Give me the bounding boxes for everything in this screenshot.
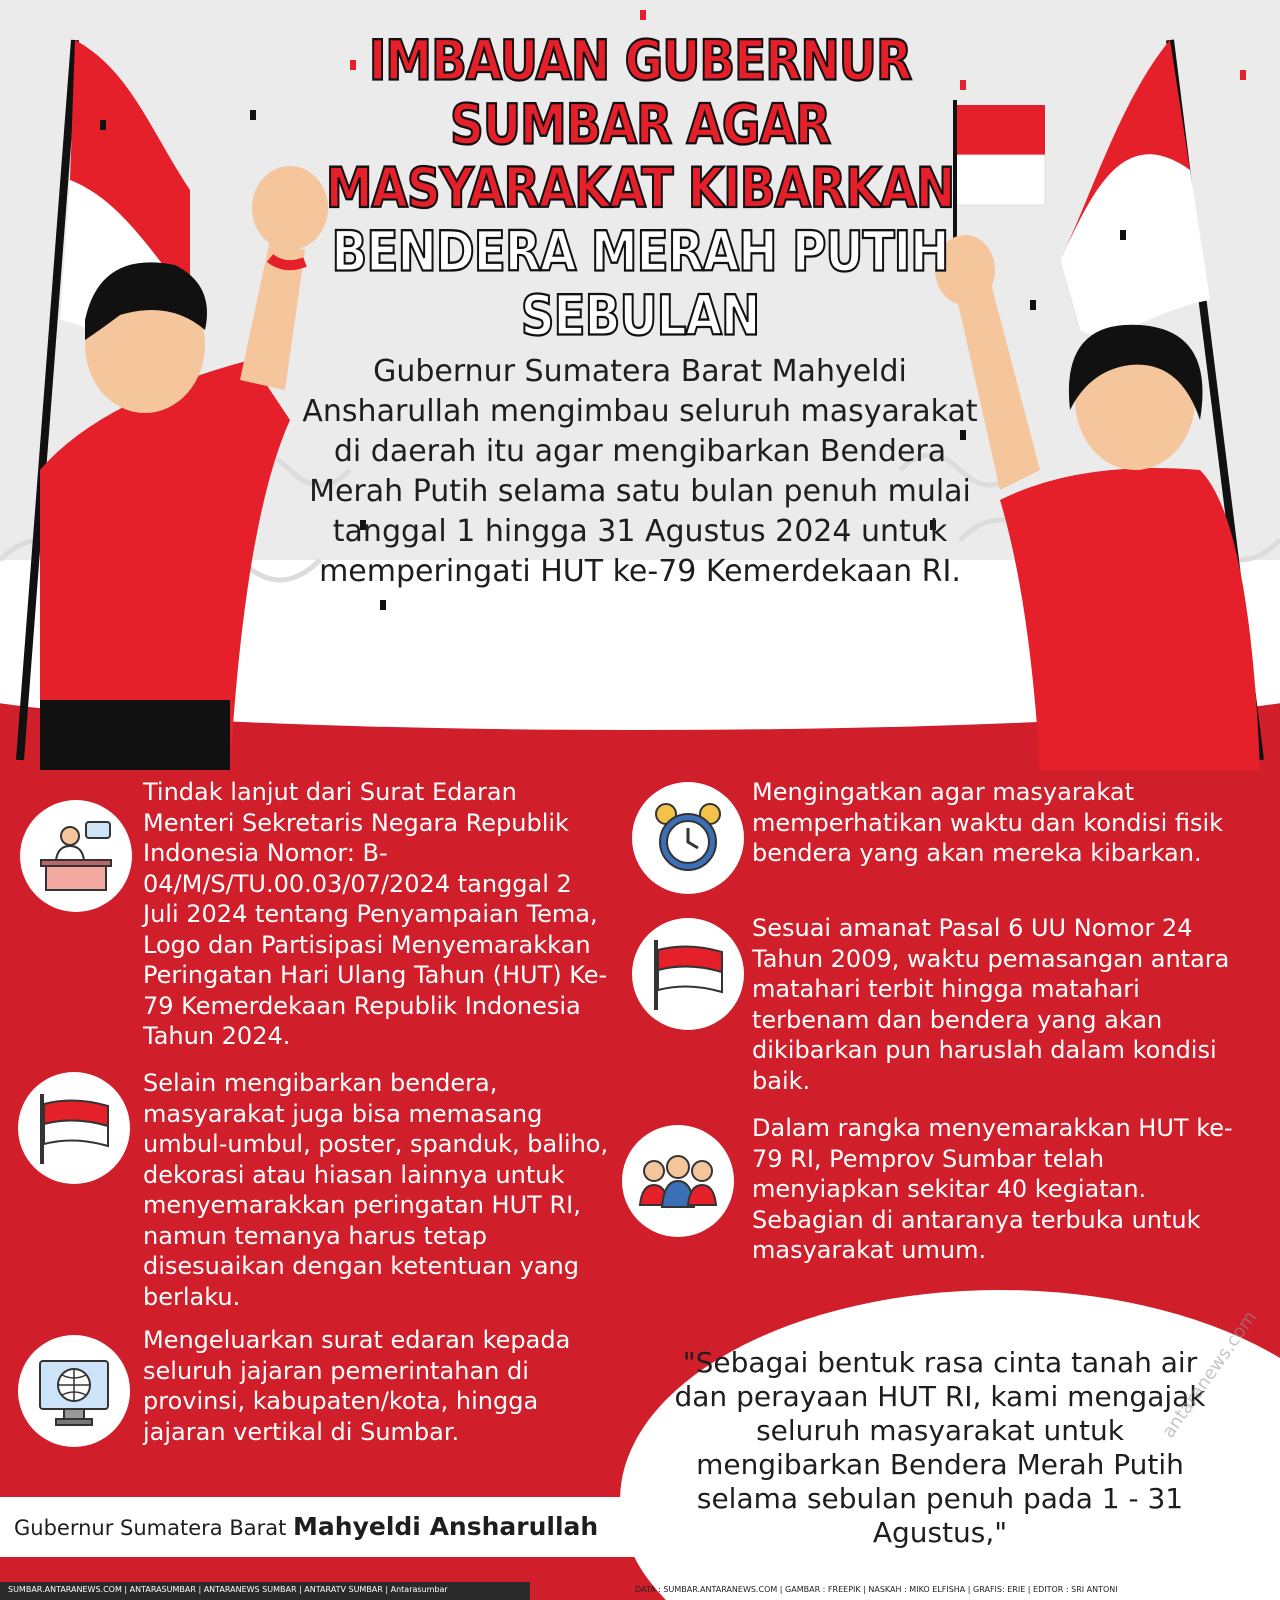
intro-paragraph: Gubernur Sumatera Barat Mahyeldi Ansharullah mengimbau seluruh masyarakat di daerah itu agar mengibarkan Bendera Merah Putih selama satu bulan penuh mulai tanggal 1 hingga 31 Agustus 2024 untuk memperingati HUT ke-79 Kemerdekaan RI. [302, 354, 978, 589]
title-line-2: SUMBAR AGAR [449, 92, 831, 158]
point-right-1-text: Mengingatkan agar masyarakat memperhatikan waktu dan kondisi fisik bendera yang akan mereka kibarkan. [752, 778, 1224, 867]
speaker-podium-icon [20, 800, 132, 912]
title-line-3: MASYARAKAT KIBARKAN [325, 156, 955, 222]
flag-icon [632, 918, 744, 1030]
point-left-1-text: Tindak lanjut dari Surat Edaran Menteri Sekretaris Negara Republik Indonesia Nomor: B-04/M/S/TU.00.03/07/2024 tanggal 2 Juli 2024 tentang Penyampaian Tema, Logo dan Partisipasi Menyemarakkan Peringatan Hari Ulang Tahun (HUT) Ke-79 Kemerdekaan Republik Indonesia Tahun 2024. [143, 778, 608, 1050]
point-left-3-text: Mengeluarkan surat edaran kepada seluruh jajaran pemerintahan di provinsi, kabupaten/kota, hingga jajaran vertikal di Sumbar. [143, 1326, 571, 1446]
people-group-icon [622, 1125, 734, 1237]
title-line-5: SEBULAN [520, 283, 760, 349]
alarm-clock-icon [632, 782, 744, 894]
footer-social-links: SUMBAR.ANTARANEWS.COM | ANTARASUMBAR | ANTARANEWS SUMBAR | ANTARATV SUMBAR | Antarasumbar [8, 1585, 448, 1594]
governor-quote: "Sebagai bentuk rasa cinta tanah air dan perayaan HUT RI, kami mengajak seluruh masyarakat untuk mengibarkan Bendera Merah Putih selama sebulan penuh pada 1 - 31 Agustus," [674, 1346, 1206, 1549]
globe-monitor-icon [18, 1335, 130, 1447]
watermark: antaranews.com [1158, 1307, 1262, 1443]
main-title [300, 30, 980, 349]
point-right-3-text: Dalam rangka menyemarakkan HUT ke-79 RI, Pemprov Sumbar telah menyiapkan sekitar 40 kegiatan. Sebagian di antaranya terbuka untuk masyarakat umum. [752, 1114, 1233, 1264]
point-left-2-text: Selain mengibarkan bendera, masyarakat juga bisa memasang umbul-umbul, poster, spanduk, baliho, dekorasi atau hiasan lainnya untuk menyemarakkan peringatan HUT RI, namun temanya harus tetap disesuaikan dengan ketentuan yang berlaku. [143, 1069, 609, 1311]
title-line-1: IMBAUAN GUBERNUR [368, 28, 912, 94]
point-right-2-text: Sesuai amanat Pasal 6 UU Nomor 24 Tahun 2009, waktu pemasangan antara matahari terbit hingga matahari terbenam dan bendera yang akan dikibarkan pun haruslah dalam kondisi baik. [752, 914, 1230, 1095]
attribution-role: Gubernur Sumatera Barat [14, 1516, 287, 1540]
footer-credits: DATA : SUMBAR.ANTARANEWS.COM | GAMBAR : FREEPIK | NASKAH : MIKO ELFISHA | GRAFIS: ERIE | EDITOR : SRI ANTONI [635, 1585, 1118, 1594]
flag-icon [18, 1072, 130, 1184]
attribution [14, 1512, 598, 1541]
attribution-name: Mahyeldi Ansharullah [293, 1512, 599, 1541]
hero-section [0, 0, 1280, 770]
title-line-4: BENDERA MERAH PUTIH [331, 219, 949, 285]
